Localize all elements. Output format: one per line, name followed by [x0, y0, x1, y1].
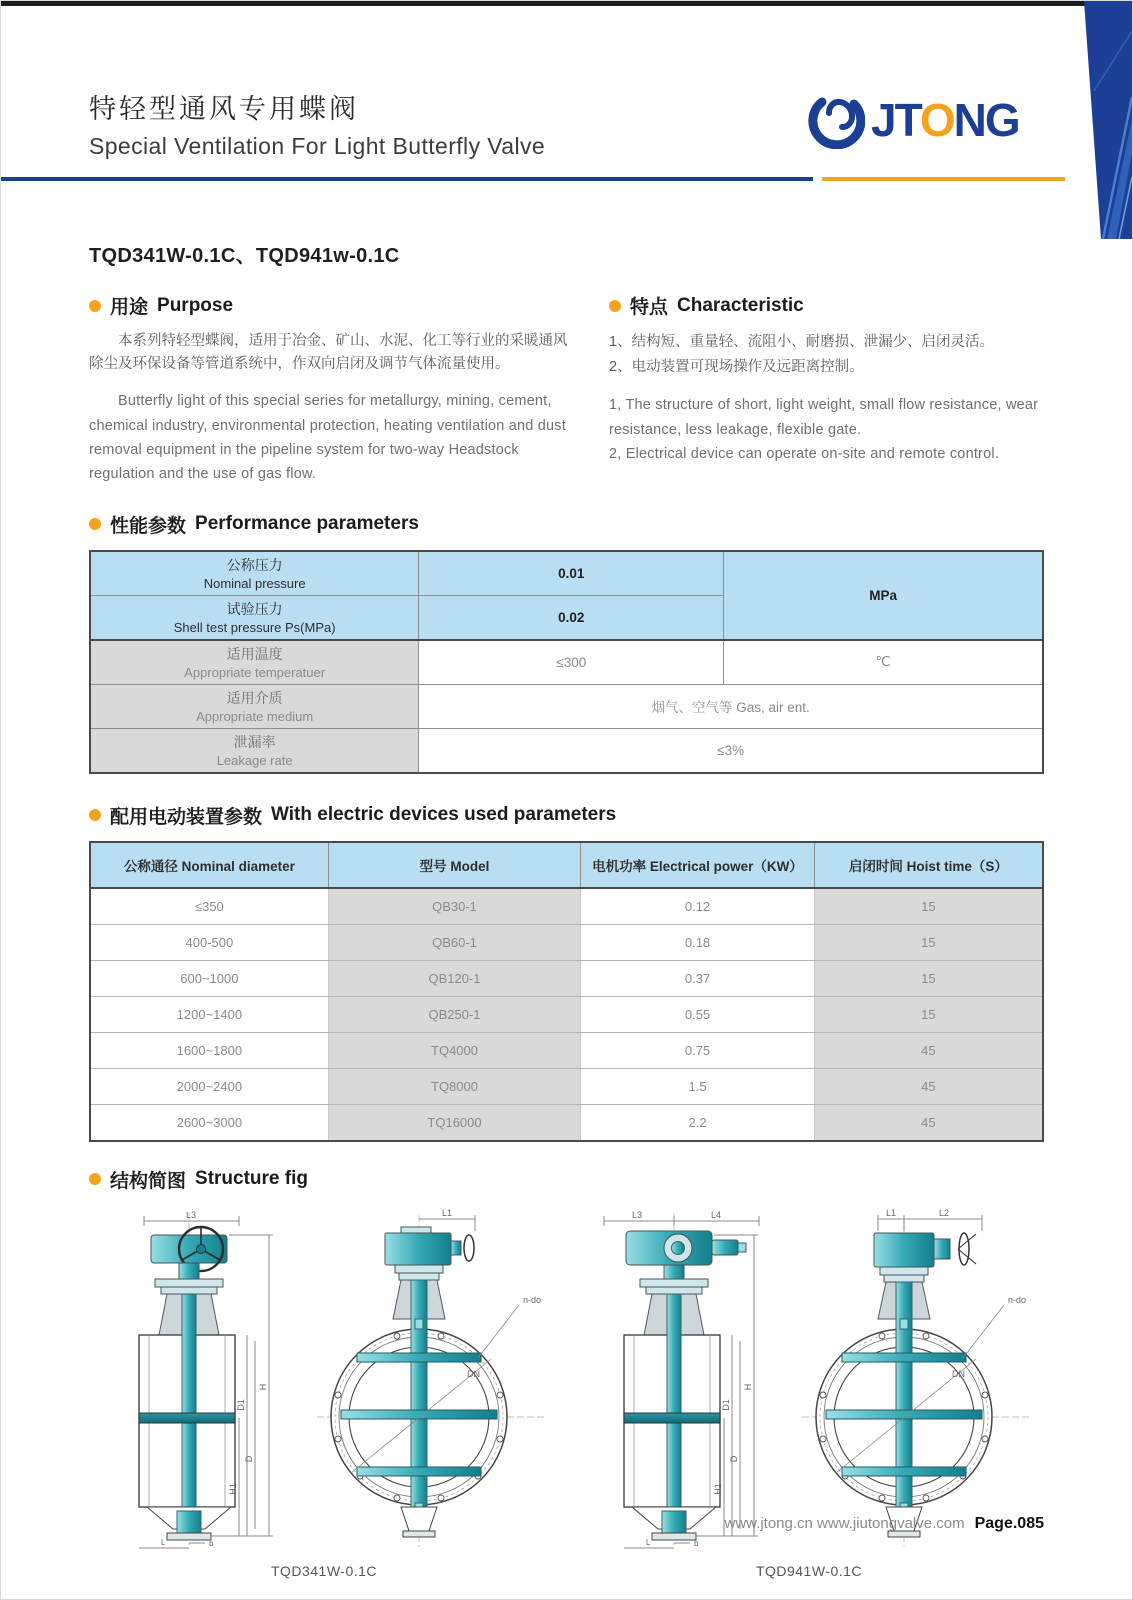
- page-number: Page.085: [974, 1515, 1044, 1532]
- table-cell: 2000~2400: [90, 1068, 328, 1104]
- page-header: [1, 1, 1132, 239]
- structure-heading-en: Structure fig: [195, 1168, 308, 1190]
- label-en: Leakage rate: [216, 753, 293, 769]
- table-cell: 2.2: [581, 1104, 814, 1141]
- table-cell: TQ16000: [328, 1104, 581, 1141]
- table-row: [90, 1104, 1043, 1141]
- dim-label: L2: [938, 1207, 950, 1218]
- table-cell: ≤350: [90, 888, 328, 925]
- table-cell: 1.5: [581, 1068, 814, 1104]
- performance-heading: [89, 511, 1044, 538]
- electric-heading-en: With electric devices used parameters: [271, 804, 617, 826]
- dim-label: DN: [467, 1368, 480, 1379]
- logo-jt: JT: [871, 94, 920, 146]
- column-header: 公称通径 Nominal diameter: [90, 842, 328, 888]
- performance-heading-cn: 性能参数: [110, 515, 187, 537]
- dim-label: DN: [952, 1368, 965, 1379]
- dim-label: L: [161, 1537, 166, 1547]
- table-row: [90, 684, 1043, 728]
- purpose-heading-cn: 用途: [110, 297, 149, 318]
- dim-label: H: [258, 1383, 268, 1391]
- logo-wordmark: [871, 94, 1019, 146]
- logo-ng: NG: [953, 94, 1019, 146]
- label-cn: 试验压力: [226, 601, 283, 618]
- electric-heading-cn: 配用电动装置参数: [110, 806, 263, 828]
- column-header: 启闭时间 Hoist time（S）: [814, 842, 1043, 888]
- table-cell: 0.37: [581, 960, 814, 996]
- table-row: [90, 728, 1043, 773]
- side-view: [624, 1213, 746, 1545]
- characteristic-heading-en: Characteristic: [677, 294, 804, 316]
- dim-label: H: [743, 1383, 753, 1391]
- label-en: Nominal pressure: [203, 576, 306, 592]
- dim-label: H1: [713, 1483, 723, 1495]
- dim-label: L: [646, 1537, 651, 1547]
- bullet-icon: [89, 809, 101, 821]
- table-cell: TQ8000: [328, 1068, 581, 1104]
- logo-o: O: [919, 94, 954, 146]
- purpose-heading-en: Purpose: [157, 294, 234, 316]
- table-cell-label: [90, 595, 419, 640]
- label-cn: 泄漏率: [233, 734, 276, 751]
- label-cn: 适用介质: [226, 690, 283, 707]
- bullet-icon: [89, 300, 101, 312]
- bullet-icon: [89, 518, 101, 530]
- electric-heading: [89, 802, 1044, 829]
- table-row: [90, 1032, 1043, 1068]
- corner-graphic: [1074, 1, 1132, 244]
- table-row: [90, 1068, 1043, 1104]
- table-row: [90, 551, 1043, 596]
- table-row: [90, 888, 1043, 925]
- table-cell: QB120-1: [328, 960, 581, 996]
- purpose-body-cn: 本系列特轻型蝶阀，适用于冶金、矿山、水泥、化工等行业的采暖通风除尘及环保设备等管道系统中，作双向启闭及调节气体流量使用。: [89, 333, 568, 373]
- column-header: 电机功率 Electrical power（KW）: [581, 842, 814, 888]
- dim-label: L1: [441, 1207, 453, 1218]
- table-cell: 1600~1800: [90, 1032, 328, 1068]
- column-header: 型号 Model: [328, 842, 581, 888]
- purpose-heading: [89, 292, 575, 319]
- characteristic-item: 2, Electrical device can operate on-site and remote control.: [609, 446, 1000, 462]
- table-cell-value: ≤3%: [419, 728, 1043, 773]
- table-cell: 0.75: [581, 1032, 814, 1068]
- performance-table: [89, 550, 1044, 774]
- table-cell: 0.12: [581, 888, 814, 925]
- characteristic-item: 1, The structure of short, light weight, small flow resistance, wear resistance, less leakage, flexible gate.: [609, 397, 1039, 438]
- table-cell: 1200~1400: [90, 996, 328, 1032]
- characteristic-list-cn: [609, 330, 1044, 379]
- table-cell: 15: [814, 888, 1043, 925]
- label-cn: 公称压力: [226, 557, 283, 574]
- valve-drawing-tqd341w: [89, 1207, 559, 1552]
- header-rule-orange: [822, 177, 1065, 181]
- table-cell: 2600~3000: [90, 1104, 328, 1141]
- table-cell-value: ≤300: [419, 640, 724, 685]
- table-row: [90, 996, 1043, 1032]
- label-en: Appropriate medium: [196, 709, 314, 725]
- table-cell-value: 0.01: [419, 551, 724, 596]
- table-cell: 45: [814, 1068, 1043, 1104]
- table-cell: QB30-1: [328, 888, 581, 925]
- dim-label: D: [729, 1455, 739, 1463]
- table-cell-label: [90, 728, 419, 773]
- characteristic-item: 1、结构短、重量轻、流阻小、耐磨损、泄漏少、启闭灵活。: [609, 334, 995, 350]
- dim-label: H1: [228, 1483, 238, 1495]
- model-line: TQD341W-0.1C、TQD941w-0.1C: [89, 245, 400, 267]
- table-cell: QB60-1: [328, 924, 581, 960]
- page-content: [1, 239, 1132, 1579]
- dim-label: b: [209, 1538, 214, 1548]
- table-cell-value: 0.02: [419, 595, 724, 640]
- structure-heading: [89, 1166, 1044, 1193]
- figure-caption: TQD941W-0.1C: [755, 1562, 863, 1579]
- characteristic-item: 2、电动装置可现场操作及远距离控制。: [609, 358, 864, 375]
- table-header-row: [90, 842, 1043, 888]
- bullet-icon: [89, 1173, 101, 1185]
- electric-section: [89, 802, 1044, 1142]
- front-view: [802, 1215, 1030, 1547]
- page-title-en: Special Ventilation For Light Butterfly Valve: [89, 133, 546, 159]
- table-row: [90, 960, 1043, 996]
- electric-table: [89, 841, 1044, 1142]
- title-block: [89, 87, 545, 160]
- table-cell-label: [90, 640, 419, 685]
- dim-label: L4: [710, 1209, 722, 1220]
- jtong-logo: [807, 91, 1019, 149]
- side-view: [139, 1213, 235, 1545]
- table-cell: 15: [814, 960, 1043, 996]
- header-rule-navy: [1, 177, 813, 181]
- table-cell: 600~1000: [90, 960, 328, 996]
- table-cell: 15: [814, 924, 1043, 960]
- structure-heading-cn: 结构简图: [110, 1170, 187, 1192]
- table-cell-unit: MPa: [724, 551, 1043, 640]
- table-cell: TQ4000: [328, 1032, 581, 1068]
- page-title-cn: 特轻型通风专用蝶阀: [89, 94, 359, 124]
- table-cell: 0.18: [581, 924, 814, 960]
- characteristic-heading-cn: 特点: [630, 297, 669, 318]
- label-en: Appropriate temperatuer: [184, 665, 326, 681]
- characteristic-heading: [609, 292, 1044, 319]
- table-cell-label: [90, 551, 419, 596]
- figure-tqd341w: [89, 1207, 559, 1579]
- jtong-swirl-icon: [807, 91, 865, 149]
- table-cell: 400-500: [90, 924, 328, 960]
- dim-label: D1: [721, 1399, 731, 1411]
- table-cell-label: [90, 684, 419, 728]
- performance-heading-en: Performance parameters: [195, 513, 419, 535]
- purpose-section: [89, 292, 575, 487]
- dim-label: L1: [885, 1207, 897, 1218]
- dim-label: b: [694, 1538, 699, 1548]
- front-view: [317, 1215, 545, 1547]
- label-cn: 适用温度: [226, 646, 283, 663]
- dim-label: L3: [631, 1209, 643, 1220]
- dim-label: D1: [236, 1399, 246, 1411]
- characteristic-list-en: [609, 393, 1044, 466]
- table-cell: 0.55: [581, 996, 814, 1032]
- table-cell-value: 烟气、空气等 Gas, air ent.: [419, 684, 1043, 728]
- page-footer: [725, 1515, 1045, 1533]
- characteristic-section: [609, 292, 1044, 487]
- dim-label: D: [244, 1455, 254, 1463]
- table-row: [90, 924, 1043, 960]
- table-row: [90, 640, 1043, 685]
- dim-label: n-do: [1007, 1294, 1026, 1305]
- table-cell: 15: [814, 996, 1043, 1032]
- performance-section: [89, 511, 1044, 774]
- figure-caption: TQD341W-0.1C: [270, 1562, 378, 1579]
- dim-label: n-do: [522, 1294, 541, 1305]
- header-rule: [1, 177, 1065, 181]
- table-cell: 45: [814, 1032, 1043, 1068]
- footer-urls: www.jtong.cn www.jiutongvalve.com: [724, 1515, 965, 1532]
- purpose-body-en: Butterfly light of this special series for metallurgy, mining, cement, chemical industry, environmental protection, heating ventilation and dust removal equipment in the pipeline system for two-way Headstock regulation and the use of gas flow.: [89, 393, 566, 483]
- table-cell: 45: [814, 1104, 1043, 1141]
- dim-label: L3: [185, 1209, 197, 1220]
- table-cell: QB250-1: [328, 996, 581, 1032]
- table-cell-unit: ℃: [724, 640, 1043, 685]
- label-en: Shell test pressure Ps(MPa): [173, 620, 336, 636]
- valve-drawing-tqd941w: [574, 1207, 1044, 1552]
- intro-columns: [89, 292, 1044, 487]
- bullet-icon: [609, 300, 621, 312]
